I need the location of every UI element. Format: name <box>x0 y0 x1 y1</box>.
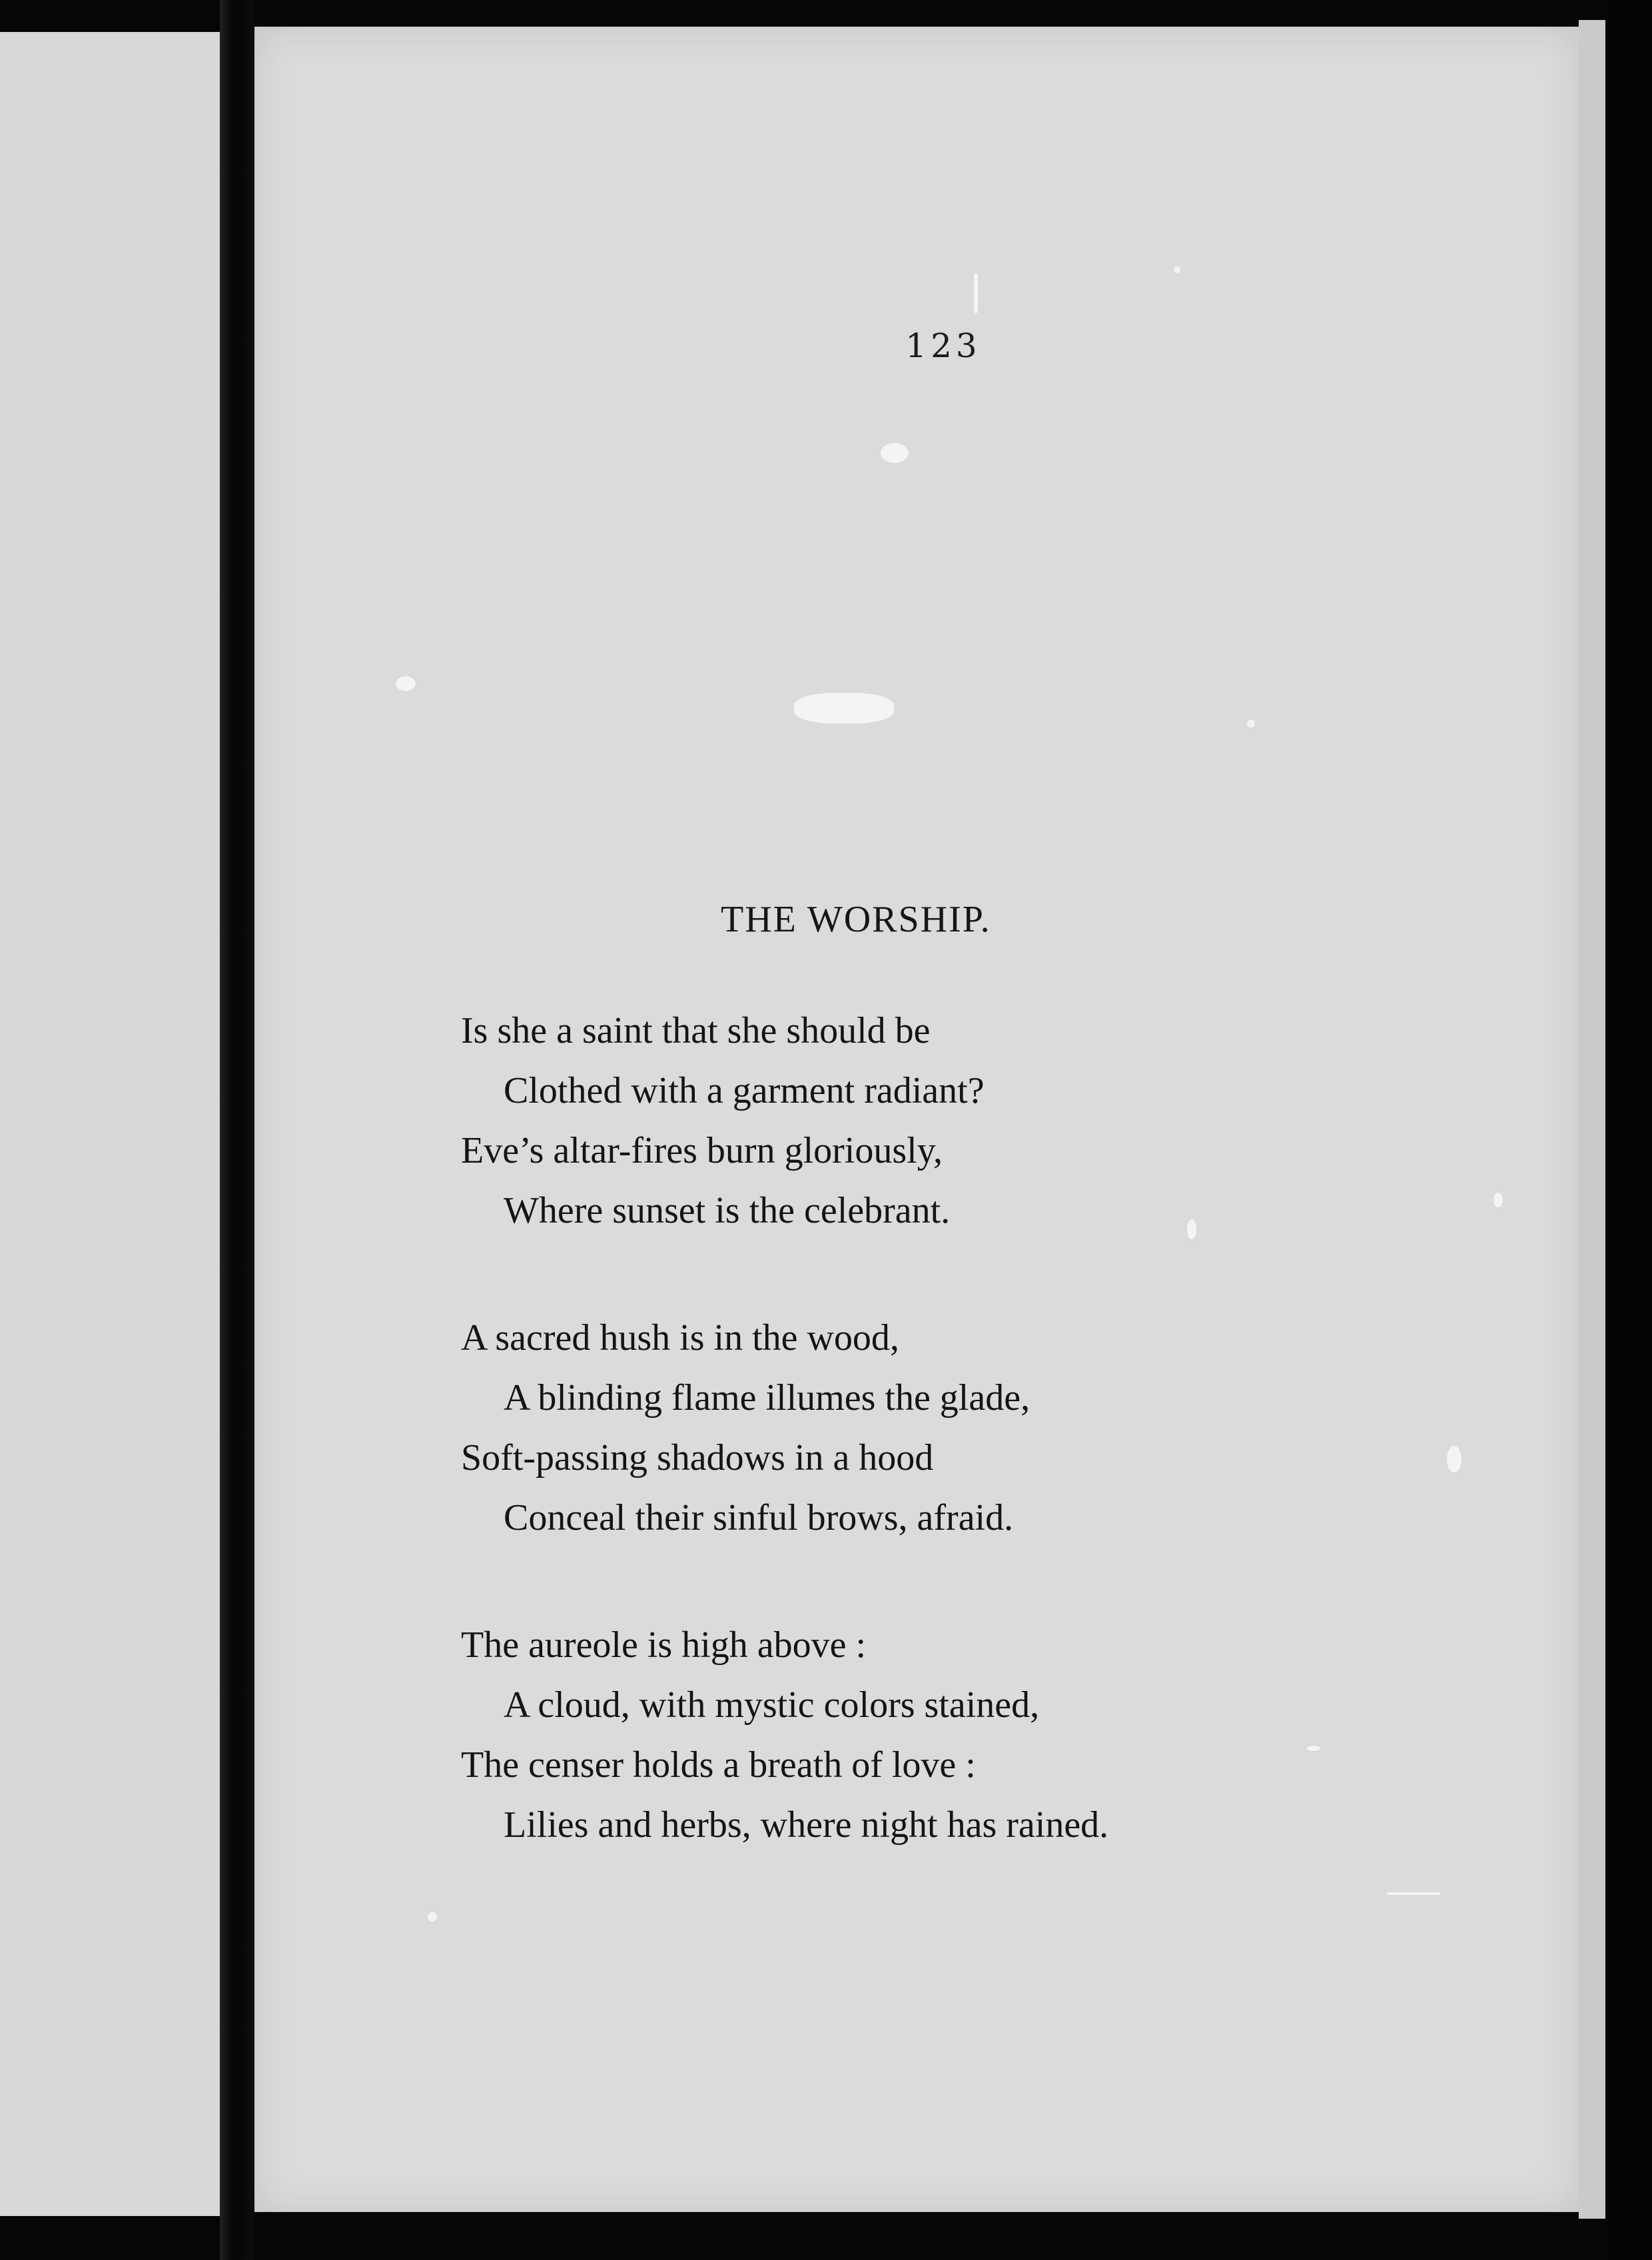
poem-line: A sacred hush is in the wood, <box>461 1317 899 1359</box>
poem-line: The aureole is high above : <box>461 1624 867 1666</box>
poem-line: Where sunset is the celebrant. <box>504 1190 951 1231</box>
dust-speck <box>794 693 894 724</box>
poem-line: Conceal their sinful brows, afraid. <box>504 1497 1014 1538</box>
stanza-3 <box>461 1615 1460 1855</box>
book-page <box>254 27 1579 2212</box>
poem-line: The censer holds a breath of love : <box>461 1744 976 1786</box>
poem-line: Soft-passing shadows in a hood <box>461 1437 934 1478</box>
poem-line: Clothed with a garment radiant? <box>504 1070 985 1111</box>
dust-speck <box>428 1912 437 1922</box>
page-fore-edge <box>1579 20 1605 2219</box>
page-number: 123 <box>905 326 981 365</box>
left-page-edge <box>0 32 220 2216</box>
stanza-2 <box>461 1308 1460 1548</box>
poem-line: A cloud, with mystic colors stained, <box>504 1684 1040 1726</box>
poem-line: A blinding flame illumes the glade, <box>504 1377 1031 1418</box>
dust-speck <box>1493 1193 1503 1207</box>
poem-body <box>461 1001 1460 1922</box>
poem-title: THE WORSHIP. <box>721 899 991 940</box>
dust-speck <box>974 273 978 313</box>
dust-speck <box>1174 267 1180 273</box>
poem-line: Lilies and herbs, where night has rained. <box>504 1804 1109 1846</box>
dust-speck <box>881 443 909 463</box>
book-gutter <box>220 0 254 2260</box>
dust-speck <box>1247 720 1255 728</box>
stanza-1 <box>461 1001 1460 1241</box>
poem-line: Eve’s altar-fires burn gloriously, <box>461 1130 943 1171</box>
dust-speck <box>396 676 416 691</box>
scan-border <box>1605 0 1652 2260</box>
poem-line: Is she a saint that she should be <box>461 1010 931 1051</box>
